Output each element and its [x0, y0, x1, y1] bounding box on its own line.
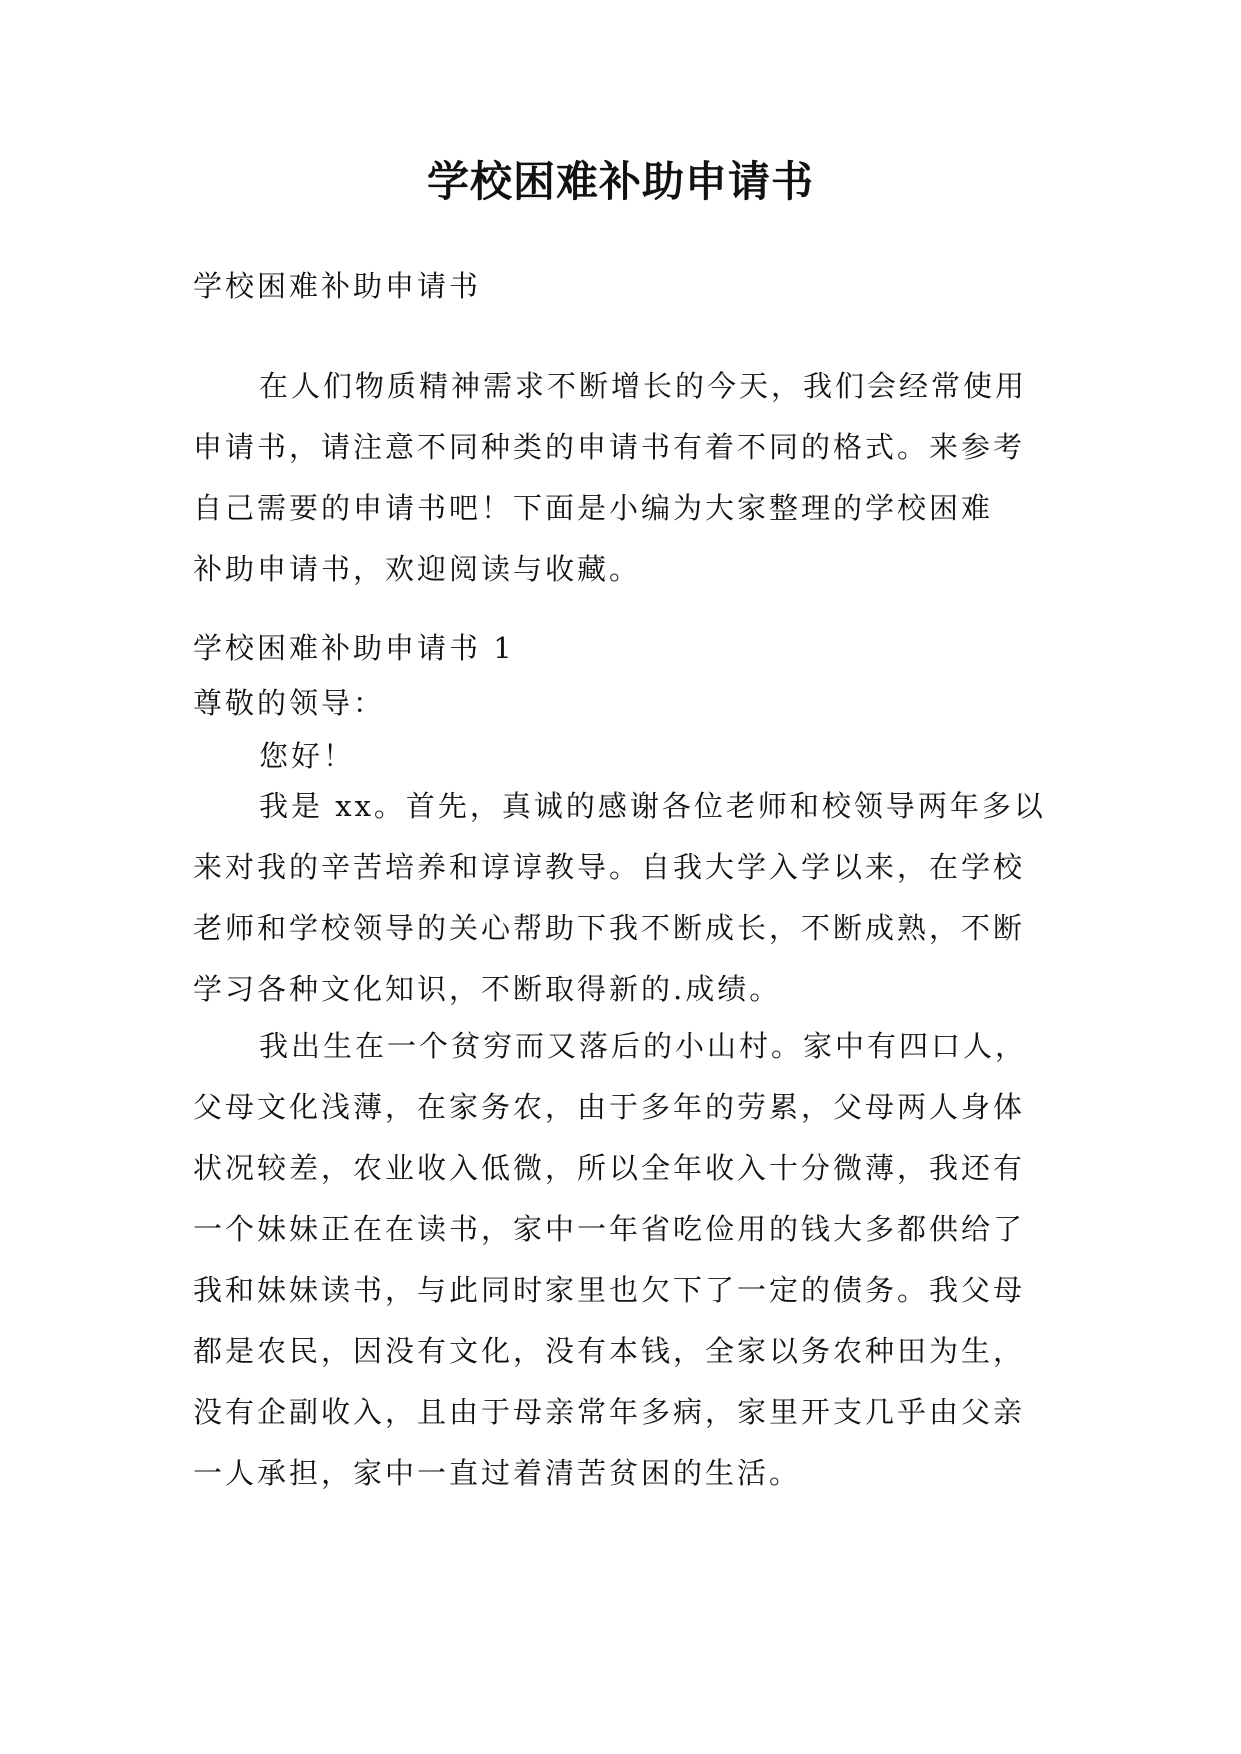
document-title: 学校困难补助申请书	[426, 157, 814, 206]
document-subtitle: 学校困难补助申请书	[193, 269, 482, 303]
paragraph-line: 一人承担，家中一直过着清苦贫困的生活。	[193, 1456, 802, 1490]
paragraph-line: 我出生在一个贫穷而又落后的小山村。家中有四口人，	[259, 1029, 1028, 1063]
section-heading: 学校困难补助申请书 1	[193, 631, 515, 665]
salutation: 尊敬的领导：	[193, 686, 386, 720]
paragraph-line: 学习各种文化知识，不断取得新的.成绩。	[193, 972, 782, 1006]
paragraph-line: 来对我的辛苦培养和谆谆教导。自我大学入学以来，在学校	[193, 850, 1026, 884]
paragraph-line: 我是 xx。首先，真诚的感谢各位老师和校领导两年多以	[259, 789, 1046, 823]
paragraph-line: 父母文化浅薄，在家务农，由于多年的劳累，父母两人身体	[193, 1090, 1026, 1124]
intro-line: 在人们物质精神需求不断增长的今天，我们会经常使用	[259, 369, 1028, 403]
paragraph-2	[193, 1016, 1063, 1504]
paragraph-line: 老师和学校领导的关心帮助下我不断成长，不断成熟，不断	[193, 911, 1026, 945]
paragraph-line: 一个妹妹正在在读书，家中一年省吃俭用的钱大多都供给了	[193, 1212, 1026, 1246]
intro-line: 申请书，请注意不同种类的申请书有着不同的格式。来参考	[193, 430, 1026, 464]
intro-paragraph	[193, 356, 1063, 600]
paragraph-line: 都是农民，因没有文化，没有本钱，全家以务农种田为生，	[193, 1334, 1026, 1368]
paragraph-line: 我和妹妹读书，与此同时家里也欠下了一定的债务。我父母	[193, 1273, 1026, 1307]
paragraph-line: 状况较差，农业收入低微，所以全年收入十分微薄，我还有	[193, 1151, 1026, 1185]
intro-line: 自己需要的申请书吧！下面是小编为大家整理的学校困难	[193, 491, 994, 525]
paragraph-1	[193, 776, 1063, 1020]
greeting: 您好！	[259, 739, 356, 773]
intro-line: 补助申请书，欢迎阅读与收藏。	[193, 552, 642, 586]
paragraph-line: 没有企副收入，且由于母亲常年多病，家里开支几乎由父亲	[193, 1395, 1026, 1429]
